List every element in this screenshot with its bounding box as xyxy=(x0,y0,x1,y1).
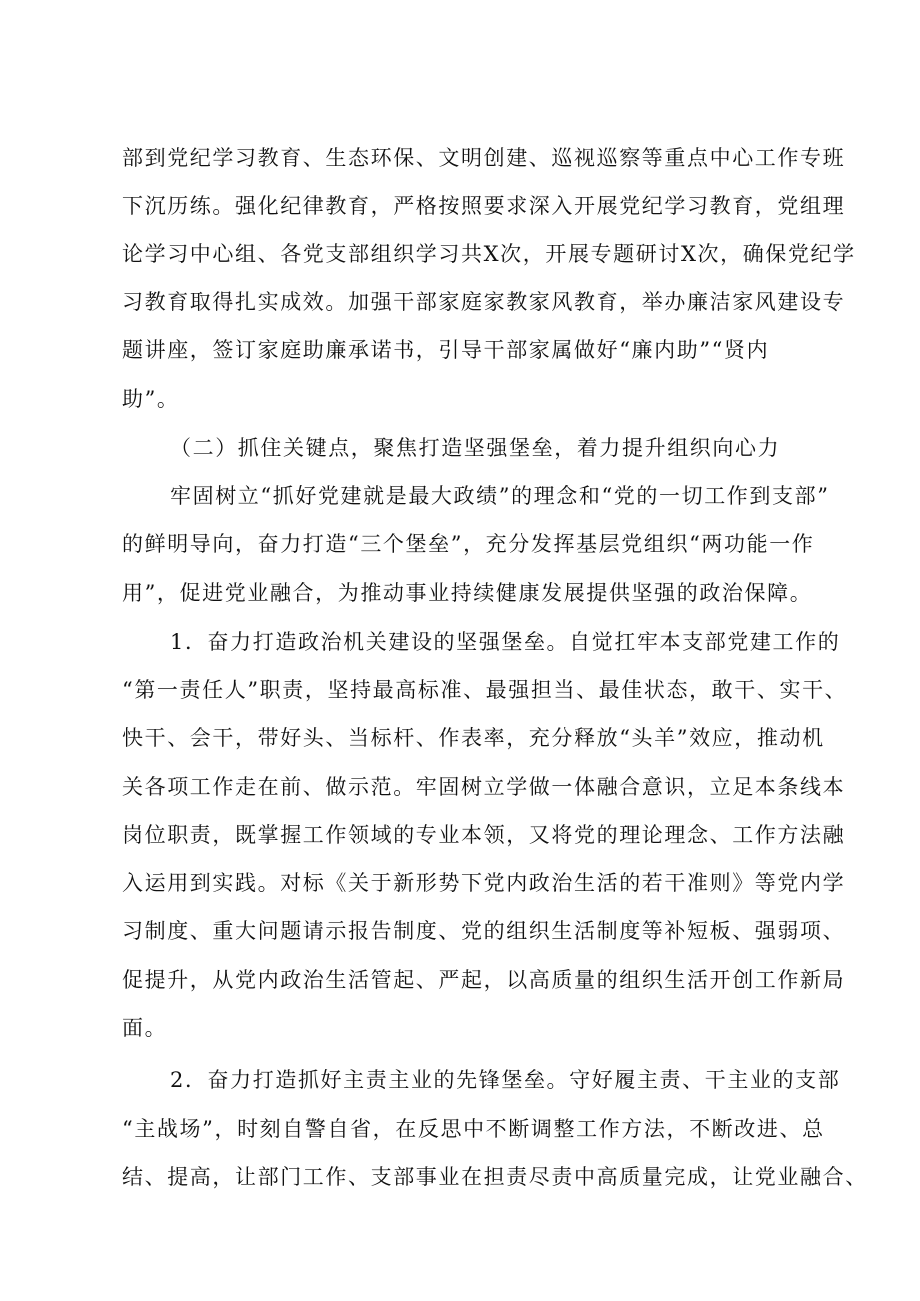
paragraph-2-line-2: 的鲜明导向，奋力打造“三个堡垒”，充分发挥基层党组织“两功能一作 xyxy=(122,532,815,556)
paragraph-2-line-3: 用”，促进党业融合，为推动事业持续健康发展提供坚强的政治保障。 xyxy=(122,581,813,605)
paragraph-1-line-6: 助”。 xyxy=(122,387,180,411)
paragraph-1-line-1: 部到党纪学习教育、生态环保、文明创建、巡视巡察等重点中心工作专班 xyxy=(122,146,846,170)
paragraph-4-line-2: “主战场”，时刻自警自省，在反思中不断调整工作方法，不断改进、总 xyxy=(122,1117,825,1141)
paragraph-3-line-7: 习制度、重大问题请示报告制度、党的组织生活制度等补短板、强弱项、 xyxy=(122,919,846,943)
paragraph-3-line-9: 面。 xyxy=(122,1016,168,1040)
paragraph-3-line-8: 促提升，从党内政治生活管起、严起，以高质量的组织生活开创工作新局 xyxy=(122,968,846,992)
paragraph-3-line-5: 岗位职责，既掌握工作领域的专业本领，又将党的理论理念、工作方法融 xyxy=(122,823,846,847)
paragraph-1-line-2: 下沉历练。强化纪律教育，严格按照要求深入开展党纪学习教育，党组理 xyxy=(122,194,846,218)
section-heading: （二）抓住关键点，聚焦打造坚强堡垒，着力提升组织向心力 xyxy=(170,436,781,460)
paragraph-4-line-1: 2．奋力打造抓好主责主业的先锋堡垒。守好履主责、干主业的支部 xyxy=(170,1068,841,1092)
paragraph-3-line-1: 1．奋力打造政治机关建设的坚强堡垒。自觉扛牢本支部党建工作的 xyxy=(170,630,841,654)
paragraph-3-line-3: 快干、会干，带好头、当标杆、作表率，充分释放“头羊”效应，推动机 xyxy=(122,726,825,750)
paragraph-3-line-6: 入运用到实践。对标《关于新形势下党内政治生活的若干准则》等党内学 xyxy=(122,871,846,895)
paragraph-1-line-4: 习教育取得扎实成效。加强干部家庭家教家风教育，举办廉洁家风建设专 xyxy=(122,290,846,314)
paragraph-1-line-3: 论学习中心组、各党支部组织学习共X次，开展专题研讨X次，确保党纪学 xyxy=(122,242,856,266)
paragraph-4-line-3: 结、提高，让部门工作、支部事业在担责尽责中高质量完成，让党业融合、 xyxy=(122,1165,868,1189)
paragraph-3-line-2: “第一责任人”职责，坚持最高标准、最强担当、最佳状态，敢干、实干、 xyxy=(122,678,848,702)
paragraph-2-line-1: 牢固树立“抓好党建就是最大政绩”的理念和“党的一切工作到支部” xyxy=(170,484,830,508)
paragraph-3-line-4: 关各项工作走在前、做示范。牢固树立学做一体融合意识，立足本条线本 xyxy=(122,775,846,799)
paragraph-1-line-5: 题讲座，签订家庭助廉承诺书，引导干部家属做好“廉内助”“贤内 xyxy=(122,338,770,362)
